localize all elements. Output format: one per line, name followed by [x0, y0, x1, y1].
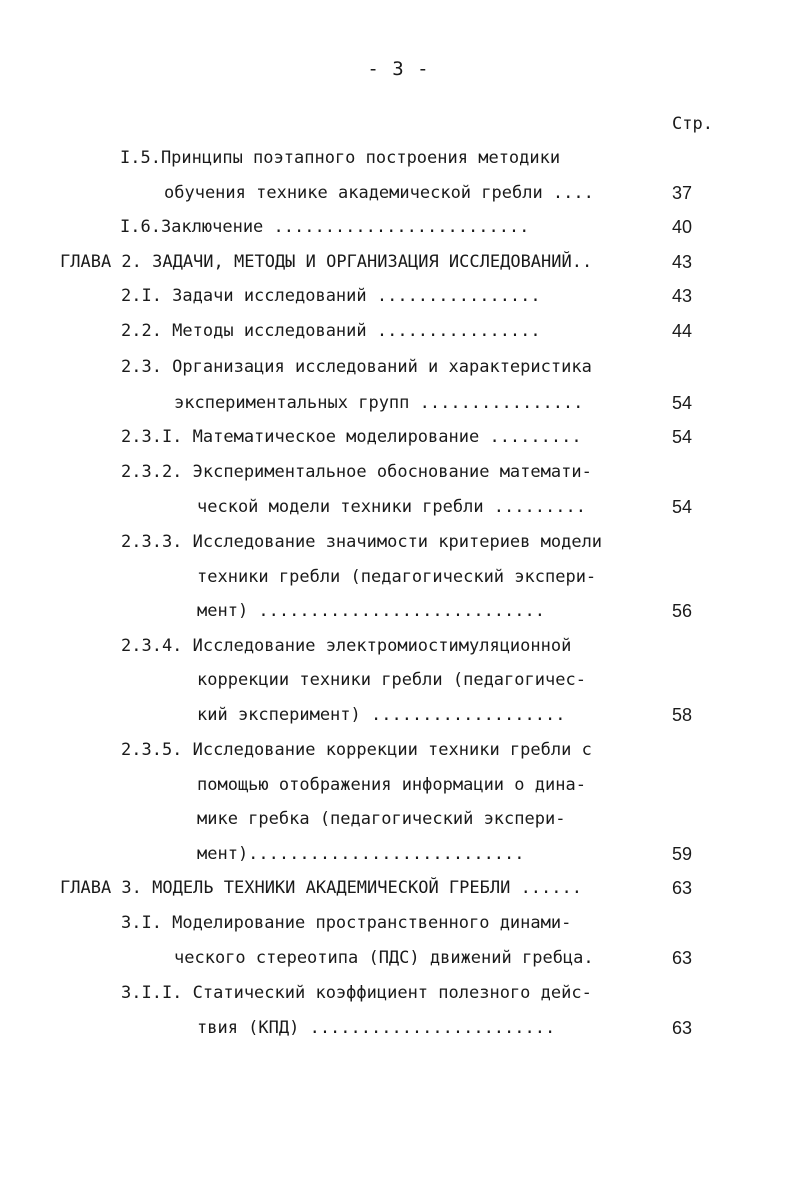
toc-entry-3-1-1-line-2: твия (КПД) ........................	[197, 1018, 556, 1038]
toc-chapter-3-page: 63	[672, 878, 693, 898]
toc-entry-2-1-line-1: 2.I. Задачи исследований ................	[121, 286, 541, 306]
toc-chapter-2-page: 43	[672, 252, 693, 272]
toc-chapter-3-title: ГЛАВА 3. МОДЕЛЬ ТЕХНИКИ АКАДЕМИЧЕСКОЙ ГРЕБЛИ ......	[60, 878, 582, 898]
toc-entry-1-6-line-1: I.6.Заключение .........................	[120, 217, 530, 237]
toc-entry-2-3-5-line-4: мент)...........................	[197, 844, 525, 864]
toc-entry-2-3-3-line-1: 2.3.3. Исследование значимости критериев модели	[121, 532, 603, 552]
toc-entry-2-2-line-1: 2.2. Методы исследований ................	[121, 321, 541, 341]
toc-entry-3-1-1-page: 63	[672, 1018, 693, 1038]
toc-entry-2-3-4-line-1: 2.3.4. Исследование электромиостимуляционной	[121, 636, 572, 656]
toc-entry-2-1-page: 43	[672, 286, 693, 306]
toc-entry-2-3-5-page: 59	[672, 844, 693, 864]
toc-entry-1-6-page: 40	[672, 217, 693, 237]
toc-entry-2-3-line-1: 2.3. Организация исследований и характеристика	[121, 357, 592, 377]
toc-entry-2-3-3-line-2: техники гребли (педагогический экспери-	[197, 567, 597, 587]
page-number: - 3 -	[367, 58, 430, 80]
toc-entry-2-3-2-page: 54	[672, 497, 693, 517]
toc-entry-1-5-line-2: обучения технике академической гребли ....	[164, 183, 594, 203]
toc-entry-3-1-page: 63	[672, 948, 693, 968]
toc-entry-2-2-page: 44	[672, 321, 693, 341]
page-column-header: Стр.	[672, 114, 713, 134]
toc-entry-2-3-4-line-3: кий эксперимент) ...................	[197, 705, 566, 725]
toc-entry-3-1-line-1: 3.I. Моделирование пространственного динами-	[121, 913, 572, 933]
toc-entry-2-3-3-line-3: мент) ............................	[197, 601, 545, 621]
toc-entry-3-1-1-line-1: 3.I.I. Статический коэффициент полезного дейс-	[121, 983, 592, 1003]
toc-entry-2-3-page: 54	[672, 393, 693, 413]
toc-entry-2-3-1-line-1: 2.3.I. Математическое моделирование .........	[121, 427, 582, 447]
toc-entry-1-5-line-1: I.5.Принципы поэтапного построения методики	[120, 148, 561, 168]
toc-entry-1-5-page: 37	[672, 183, 693, 203]
toc-entry-2-3-3-page: 56	[672, 601, 693, 621]
toc-entry-2-3-5-line-3: мике гребка (педагогический экспери-	[197, 809, 566, 829]
toc-entry-2-3-5-line-1: 2.3.5. Исследование коррекции техники гребли с	[121, 740, 592, 760]
toc-entry-2-3-4-line-2: коррекции техники гребли (педагогичес-	[197, 670, 586, 690]
toc-entry-2-3-line-2: экспериментальных групп ................	[174, 393, 584, 413]
toc-chapter-2-title: ГЛАВА 2. ЗАДАЧИ, МЕТОДЫ И ОРГАНИЗАЦИЯ ИССЛЕДОВАНИЙ..	[60, 252, 593, 272]
toc-entry-2-3-2-line-2: ческой модели техники гребли .........	[197, 497, 586, 517]
toc-entry-2-3-4-page: 58	[672, 705, 693, 725]
toc-entry-2-3-5-line-2: помощью отображения информации о дина-	[197, 775, 586, 795]
toc-entry-2-3-1-page: 54	[672, 427, 693, 447]
toc-entry-3-1-line-2: ческого стереотипа (ПДС) движений гребца.	[174, 948, 594, 968]
toc-entry-2-3-2-line-1: 2.3.2. Экспериментальное обоснование математи-	[121, 462, 592, 482]
